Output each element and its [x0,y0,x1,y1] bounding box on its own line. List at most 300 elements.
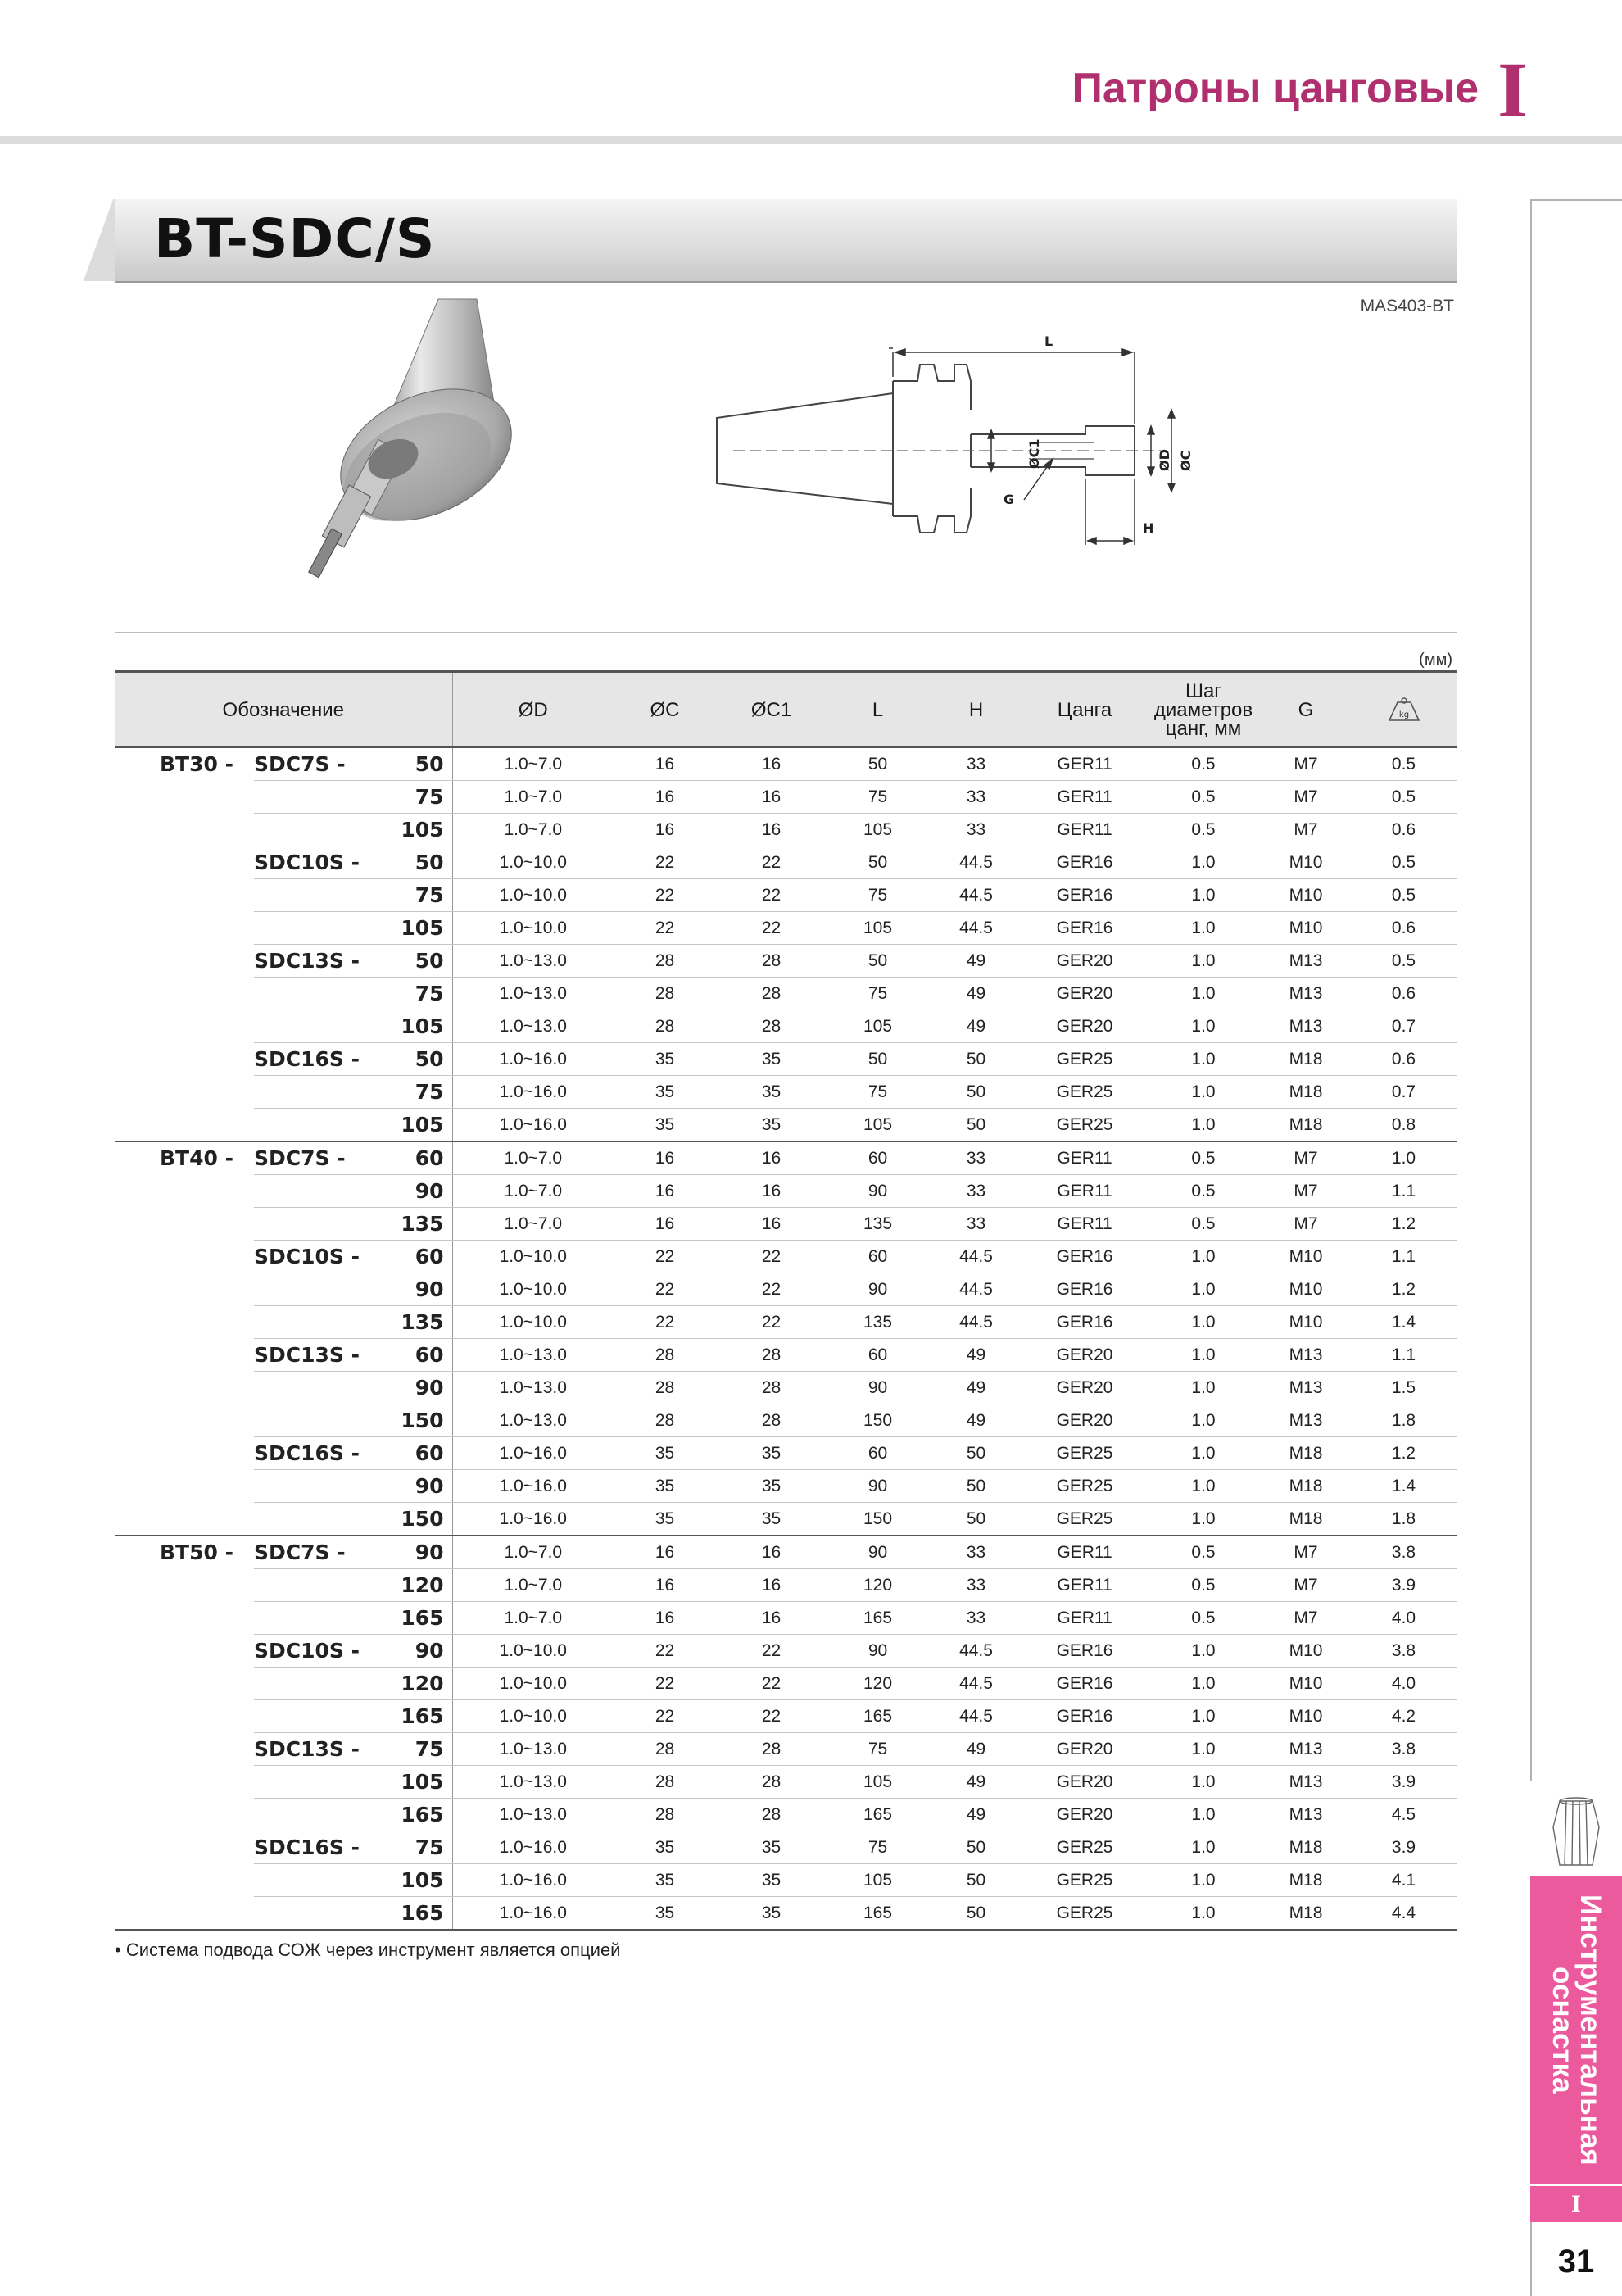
weight-cell: 3.9 [1351,1766,1457,1799]
page-number: 31 [1557,2244,1595,2280]
d-cell: 1.0~16.0 [452,1864,614,1897]
step-cell: 0.5 [1146,1569,1261,1602]
collet-cell: GER20 [1023,1010,1146,1043]
l-cell: 90 [827,1175,929,1208]
table-row [115,1864,1457,1897]
length-code-cell: 90 [356,1273,452,1306]
c1-cell: 28 [716,1733,827,1766]
weight-cell: 1.0 [1351,1141,1457,1175]
collet-cell: GER25 [1023,1503,1146,1536]
group-cell [115,1470,254,1503]
h-cell: 49 [929,1799,1023,1831]
series-cell [254,1273,356,1306]
series-cell [254,1569,356,1602]
length-code-cell: 75 [356,781,452,814]
weight-cell: 0.6 [1351,978,1457,1010]
l-cell: 120 [827,1569,929,1602]
series-cell [254,1864,356,1897]
length-code-cell: 75 [356,1733,452,1766]
group-cell [115,1208,254,1241]
c-cell: 28 [614,1404,716,1437]
c1-cell: 22 [716,1668,827,1700]
h-cell: 44.5 [929,1668,1023,1700]
l-cell: 150 [827,1503,929,1536]
l-cell: 60 [827,1241,929,1273]
weight-cell: 4.0 [1351,1602,1457,1635]
group-cell [115,1241,254,1273]
h-cell: 44.5 [929,912,1023,945]
c-cell: 28 [614,1766,716,1799]
d-cell: 1.0~13.0 [452,978,614,1010]
c1-cell: 35 [716,1897,827,1931]
table-row [115,1306,1457,1339]
l-cell: 50 [827,747,929,781]
collet-cell: GER20 [1023,1766,1146,1799]
h-cell: 44.5 [929,1700,1023,1733]
table-row [115,879,1457,912]
length-code-cell: 165 [356,1700,452,1733]
c1-cell: 22 [716,879,827,912]
c1-cell: 16 [716,1141,827,1175]
group-cell [115,912,254,945]
l-cell: 135 [827,1208,929,1241]
c-cell: 35 [614,1470,716,1503]
length-code-cell: 50 [356,1043,452,1076]
weight-cell: 1.1 [1351,1339,1457,1372]
weight-cell: 1.4 [1351,1306,1457,1339]
weight-icon-label: kg [1398,710,1409,719]
weight-cell: 4.4 [1351,1897,1457,1931]
group-cell: BT50 - [160,1540,233,1565]
group-cell [115,1076,254,1109]
step-cell: 1.0 [1146,1043,1261,1076]
footnote: • Система подвода СОЖ через инструмент является опцией [115,1940,621,1960]
g-cell: M7 [1261,747,1351,781]
c1-cell: 28 [716,978,827,1010]
group-cell [115,1733,254,1766]
c-cell: 16 [614,1141,716,1175]
h-cell: 50 [929,1831,1023,1864]
g-cell: M7 [1261,814,1351,846]
step-cell: 1.0 [1146,912,1261,945]
g-cell: M10 [1261,912,1351,945]
weight-cell: 1.8 [1351,1404,1457,1437]
col-weight [1351,672,1457,748]
group-cell [115,1043,254,1076]
d-cell: 1.0~13.0 [452,1372,614,1404]
c-cell: 22 [614,846,716,879]
table-row [115,1668,1457,1700]
step-cell: 1.0 [1146,1831,1261,1864]
h-cell: 50 [929,1437,1023,1470]
l-cell: 150 [827,1404,929,1437]
table-row [115,1602,1457,1635]
series-cell [254,1404,356,1437]
table-row [115,1339,1457,1372]
g-cell: M18 [1261,1503,1351,1536]
table-row [115,978,1457,1010]
weight-cell: 1.2 [1351,1437,1457,1470]
h-cell: 49 [929,1404,1023,1437]
l-cell: 90 [827,1470,929,1503]
l-cell: 135 [827,1306,929,1339]
g-cell: M10 [1261,1635,1351,1668]
h-cell: 33 [929,1569,1023,1602]
series-cell [254,781,356,814]
length-code-cell: 105 [356,1109,452,1142]
dim-label-g: G [1004,492,1015,507]
group-cell [115,1306,254,1339]
step-cell: 1.0 [1146,1010,1261,1043]
d-cell: 1.0~13.0 [452,1799,614,1831]
h-cell: 49 [929,1733,1023,1766]
weight-cell: 0.5 [1351,879,1457,912]
g-cell: M18 [1261,1831,1351,1864]
c1-cell: 35 [716,1109,827,1142]
l-cell: 120 [827,1668,929,1700]
section-title: Патроны цанговые [1072,65,1479,112]
h-cell: 44.5 [929,879,1023,912]
collet-cell: GER20 [1023,1733,1146,1766]
g-cell: M13 [1261,1766,1351,1799]
g-cell: M10 [1261,1273,1351,1306]
step-cell: 1.0 [1146,1635,1261,1668]
c1-cell: 35 [716,1437,827,1470]
series-cell: SDC10S - [254,846,356,879]
table-row [115,846,1457,879]
d-cell: 1.0~10.0 [452,1668,614,1700]
g-cell: M13 [1261,945,1351,978]
table-row [115,1043,1457,1076]
weight-cell: 1.2 [1351,1273,1457,1306]
header-rule [0,136,1622,144]
length-code-cell: 120 [356,1569,452,1602]
series-cell [254,1306,356,1339]
c-cell: 28 [614,945,716,978]
group-cell [115,781,254,814]
h-cell: 49 [929,1339,1023,1372]
section-letter: I [1497,46,1529,134]
table-row [115,1635,1457,1668]
weight-cell: 3.8 [1351,1635,1457,1668]
d-cell: 1.0~10.0 [452,1241,614,1273]
side-tab-letter: I [1530,2186,1622,2222]
c1-cell: 22 [716,1241,827,1273]
series-cell: SDC13S - [254,945,356,978]
length-code-cell: 75 [356,1831,452,1864]
side-line [1530,199,1532,1781]
d-cell: 1.0~16.0 [452,1109,614,1142]
collet-cell: GER11 [1023,1141,1146,1175]
weight-cell: 1.8 [1351,1503,1457,1536]
h-cell: 49 [929,1766,1023,1799]
step-cell: 0.5 [1146,747,1261,781]
group-cell [115,846,254,879]
h-cell: 49 [929,978,1023,1010]
h-cell: 33 [929,747,1023,781]
series-cell [254,1766,356,1799]
c-cell: 35 [614,1043,716,1076]
d-cell: 1.0~16.0 [452,1470,614,1503]
g-cell: M7 [1261,1175,1351,1208]
step-cell: 1.0 [1146,846,1261,879]
l-cell: 75 [827,1831,929,1864]
group-cell [115,1700,254,1733]
c1-cell: 28 [716,1339,827,1372]
table-row [115,1010,1457,1043]
collet-cell: GER20 [1023,1372,1146,1404]
d-cell: 1.0~10.0 [452,912,614,945]
l-cell: 90 [827,1536,929,1569]
d-cell: 1.0~13.0 [452,1010,614,1043]
c-cell: 16 [614,1602,716,1635]
collet-cell: GER25 [1023,1470,1146,1503]
series-cell [254,1700,356,1733]
length-code-cell: 50 [356,846,452,879]
l-cell: 60 [827,1339,929,1372]
h-cell: 50 [929,1109,1023,1142]
length-code-cell: 120 [356,1668,452,1700]
length-code-cell: 90 [356,1536,452,1569]
d-cell: 1.0~13.0 [452,1766,614,1799]
table-row [115,1799,1457,1831]
series-cell [254,1208,356,1241]
series-cell: SDC7S - [254,747,356,781]
product-title: BT-SDC/S [154,207,436,270]
length-code-cell: 90 [356,1635,452,1668]
table-row [115,1536,1457,1569]
group-cell [115,1799,254,1831]
g-cell: M18 [1261,1897,1351,1931]
weight-cell: 0.5 [1351,846,1457,879]
c1-cell: 16 [716,814,827,846]
series-cell: SDC16S - [254,1043,356,1076]
c-cell: 22 [614,912,716,945]
d-cell: 1.0~16.0 [452,1503,614,1536]
l-cell: 165 [827,1897,929,1931]
c-cell: 28 [614,1733,716,1766]
h-cell: 50 [929,1470,1023,1503]
series-cell: SDC16S - [254,1831,356,1864]
collet-cell: GER25 [1023,1076,1146,1109]
h-cell: 50 [929,1076,1023,1109]
step-cell: 1.0 [1146,1339,1261,1372]
series-cell: SDC7S - [254,1141,356,1175]
g-cell: M7 [1261,1569,1351,1602]
g-cell: M18 [1261,1437,1351,1470]
length-code-cell: 60 [356,1339,452,1372]
length-code-cell: 135 [356,1208,452,1241]
series-cell [254,1010,356,1043]
c1-cell: 28 [716,1404,827,1437]
l-cell: 90 [827,1635,929,1668]
step-cell: 1.0 [1146,1372,1261,1404]
series-cell [254,1372,356,1404]
table-row [115,814,1457,846]
group-cell [115,1010,254,1043]
group-cell [115,1273,254,1306]
table-row [115,1241,1457,1273]
group-cell [115,1569,254,1602]
weight-cell: 3.9 [1351,1569,1457,1602]
collet-cell: GER11 [1023,1569,1146,1602]
length-code-cell: 165 [356,1602,452,1635]
group-cell [115,1831,254,1864]
table-row [115,1766,1457,1799]
c1-cell: 22 [716,1635,827,1668]
g-cell: M10 [1261,879,1351,912]
step-cell: 1.0 [1146,1700,1261,1733]
group-cell [115,1372,254,1404]
h-cell: 44.5 [929,1241,1023,1273]
c1-cell: 28 [716,1799,827,1831]
d-cell: 1.0~13.0 [452,1339,614,1372]
step-cell: 0.5 [1146,1602,1261,1635]
length-code-cell: 105 [356,814,452,846]
h-cell: 33 [929,1175,1023,1208]
technical-drawing [709,328,1266,565]
d-cell: 1.0~16.0 [452,1043,614,1076]
step-cell: 1.0 [1146,1799,1261,1831]
d-cell: 1.0~10.0 [452,846,614,879]
group-cell: BT40 - [160,1146,233,1171]
length-code-cell: 60 [356,1141,452,1175]
g-cell: M13 [1261,1010,1351,1043]
series-cell [254,1602,356,1635]
length-code-cell: 165 [356,1799,452,1831]
table-row [115,1503,1457,1536]
h-cell: 50 [929,1043,1023,1076]
collet-cell: GER11 [1023,814,1146,846]
h-cell: 44.5 [929,1635,1023,1668]
c1-cell: 22 [716,1306,827,1339]
collet-cell: GER25 [1023,1109,1146,1142]
c-cell: 35 [614,1503,716,1536]
d-cell: 1.0~16.0 [452,1437,614,1470]
length-code-cell: 50 [356,747,452,781]
series-cell [254,814,356,846]
collet-cell: GER11 [1023,747,1146,781]
l-cell: 165 [827,1700,929,1733]
weight-cell: 4.5 [1351,1799,1457,1831]
d-cell: 1.0~16.0 [452,1831,614,1864]
series-cell [254,978,356,1010]
c-cell: 22 [614,1700,716,1733]
collet-cell: GER16 [1023,1700,1146,1733]
h-cell: 49 [929,1010,1023,1043]
l-cell: 60 [827,1141,929,1175]
c1-cell: 35 [716,1470,827,1503]
collet-cell: GER16 [1023,1306,1146,1339]
step-cell: 0.5 [1146,781,1261,814]
step-cell: 0.5 [1146,1208,1261,1241]
c-cell: 28 [614,1010,716,1043]
group-cell [115,978,254,1010]
c-cell: 16 [614,814,716,846]
d-cell: 1.0~7.0 [452,1536,614,1569]
d-cell: 1.0~7.0 [452,747,614,781]
dim-label-c: ØC [1178,450,1194,471]
spec-table [115,670,1457,1931]
step-cell: 0.5 [1146,1141,1261,1175]
col-d: ØD [452,672,614,748]
group-cell [115,1635,254,1668]
l-cell: 50 [827,1043,929,1076]
series-cell [254,879,356,912]
table-row [115,747,1457,781]
dim-label-d: ØD [1157,449,1172,471]
col-l: L [827,672,929,748]
l-cell: 105 [827,1864,929,1897]
h-cell: 50 [929,1864,1023,1897]
weight-cell: 0.7 [1351,1076,1457,1109]
step-cell: 1.0 [1146,945,1261,978]
weight-cell: 0.6 [1351,814,1457,846]
table-row [115,1109,1457,1142]
l-cell: 75 [827,781,929,814]
g-cell: M18 [1261,1076,1351,1109]
table-row [115,1076,1457,1109]
table-row [115,1569,1457,1602]
table-row [115,912,1457,945]
g-cell: M10 [1261,1700,1351,1733]
c1-cell: 22 [716,912,827,945]
collet-cell: GER20 [1023,1799,1146,1831]
length-code-cell: 50 [356,945,452,978]
col-c: ØC [614,672,716,748]
dim-label-h: H [1143,520,1154,536]
table-row [115,1470,1457,1503]
step-cell: 1.0 [1146,1733,1261,1766]
step-cell: 1.0 [1146,1766,1261,1799]
table-row [115,1273,1457,1306]
g-cell: M18 [1261,1864,1351,1897]
product-photo [262,291,573,610]
c-cell: 35 [614,1076,716,1109]
step-cell: 1.0 [1146,1470,1261,1503]
table-row [115,1208,1457,1241]
l-cell: 165 [827,1799,929,1831]
d-cell: 1.0~16.0 [452,1076,614,1109]
step-cell: 1.0 [1146,1273,1261,1306]
step-cell: 0.5 [1146,814,1261,846]
weight-cell: 0.5 [1351,747,1457,781]
step-cell: 1.0 [1146,1437,1261,1470]
side-top-line [1530,199,1622,201]
c1-cell: 22 [716,846,827,879]
l-cell: 60 [827,1437,929,1470]
g-cell: M10 [1261,1241,1351,1273]
g-cell: M7 [1261,1141,1351,1175]
table-row [115,781,1457,814]
h-cell: 44.5 [929,1273,1023,1306]
group-cell [115,945,254,978]
g-cell: M13 [1261,1404,1351,1437]
col-h: H [929,672,1023,748]
h-cell: 33 [929,1602,1023,1635]
c1-cell: 35 [716,1864,827,1897]
weight-cell: 1.1 [1351,1241,1457,1273]
c1-cell: 16 [716,1208,827,1241]
l-cell: 75 [827,879,929,912]
weight-cell: 1.4 [1351,1470,1457,1503]
step-cell: 0.5 [1146,1175,1261,1208]
collet-cell: GER16 [1023,846,1146,879]
collet-cell: GER11 [1023,1602,1146,1635]
h-cell: 33 [929,1208,1023,1241]
step-cell: 1.0 [1146,1864,1261,1897]
weight-cell: 3.9 [1351,1831,1457,1864]
